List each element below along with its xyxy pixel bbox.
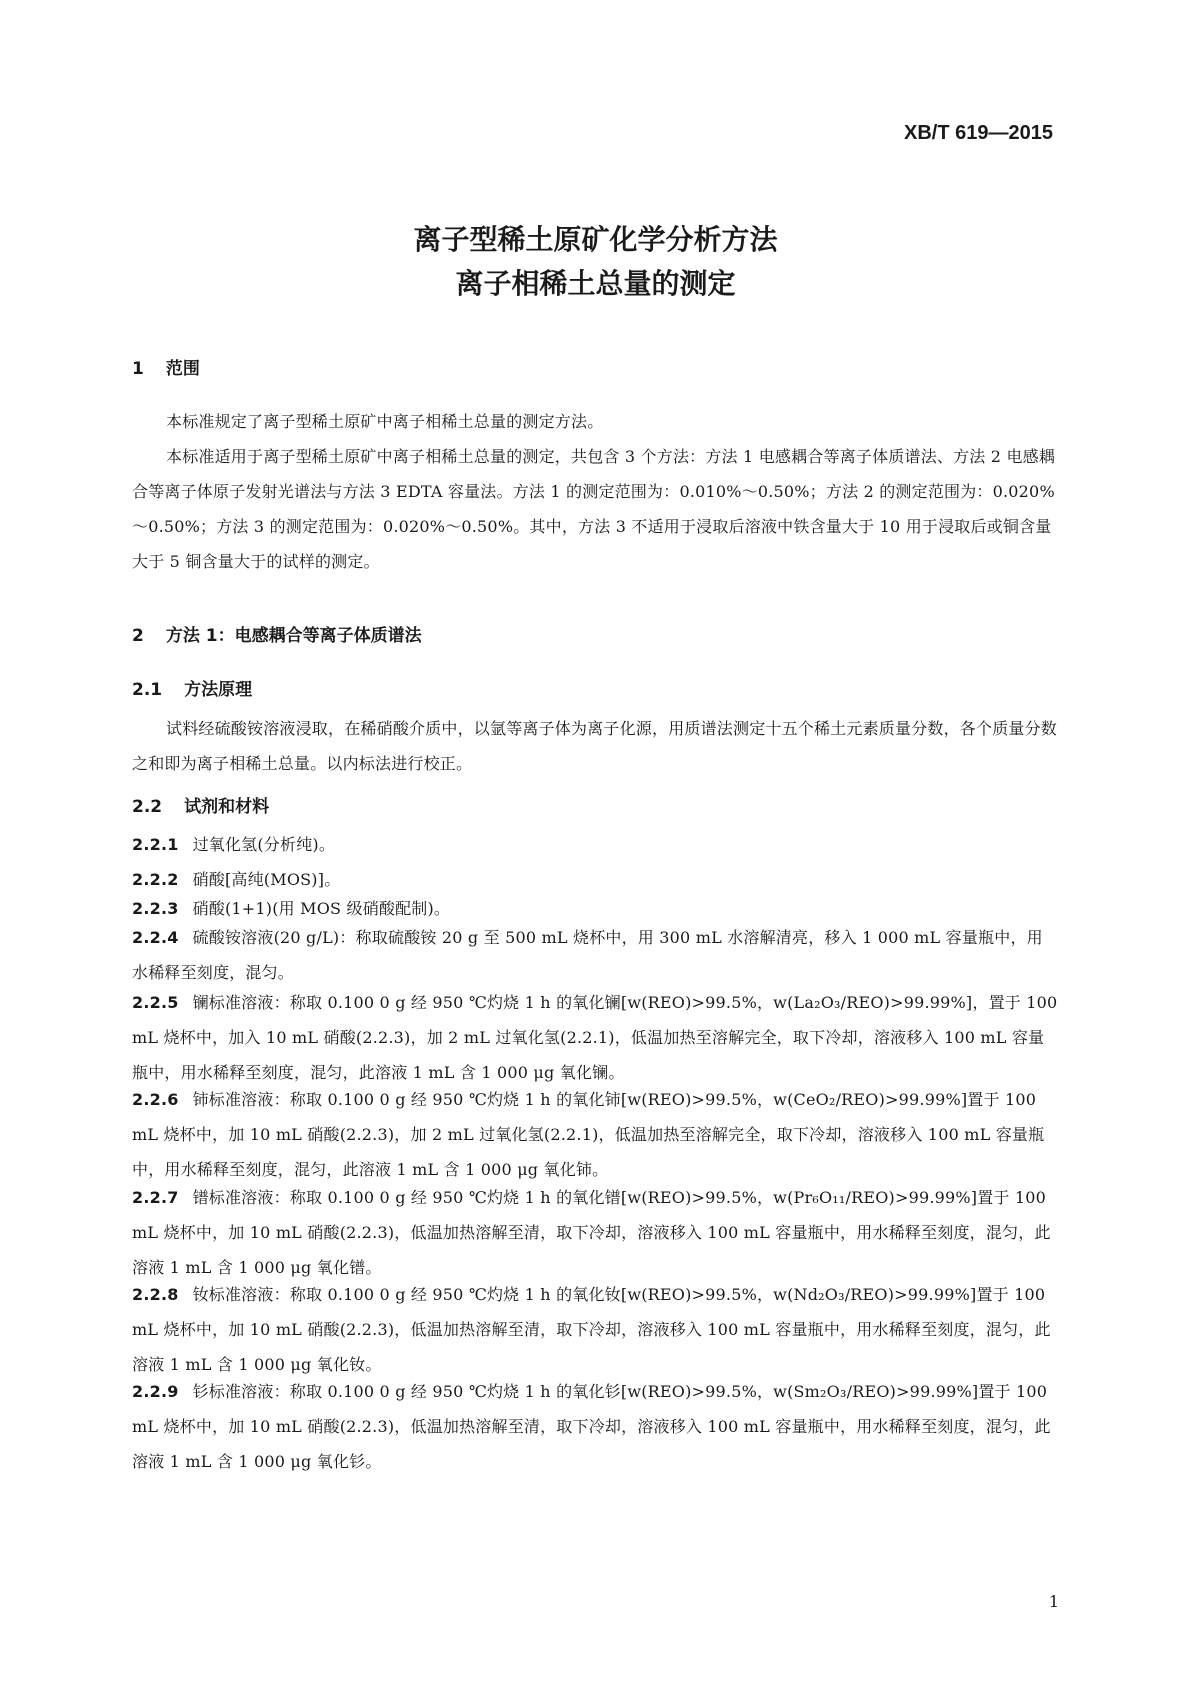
list-item [132, 985, 1058, 1090]
item-number: 2.2.5 [132, 993, 179, 1012]
document-subtitle: 离子相稀土总量的测定 [455, 267, 736, 300]
section-title: 方法原理 [184, 680, 253, 700]
item-number: 2.2.6 [132, 1090, 179, 1109]
item-text: 过氧化氢(分析纯)。 [192, 835, 336, 854]
section-title: 方法 1：电感耦合等离子体质谱法 [165, 626, 422, 646]
document-title: 离子型稀土原矿化学分析方法 [413, 223, 778, 256]
paragraph: 试料经硫酸铵溶液浸取，在稀硝酸介质中，以氩等离子体为离子化源，用质谱法测定十五个稀土元素质量分数，各个质量分数之和即为离子相稀土总量。以内标法进行校正。 [132, 719, 1058, 773]
item-text: 硫酸铵溶液(20 g/L)：称取硫酸铵 20 g 至 500 mL 烧杯中，用 300 mL 水溶解清亮，移入 1 000 mL 容量瓶中，用水稀释至刻度，混匀。 [132, 928, 1043, 982]
standard-code: XB/T 619—2015 [904, 122, 1053, 144]
paragraph: 本标准适用于离子型稀土原矿中离子相稀土总量的测定，共包含 3 个方法：方法 1 电感耦合等离子体质谱法、方法 2 电感耦合等离子体原子发射光谱法与方法 3 EDTA 容量法。方法 1 的测定范围为：0.010%～0.50%；方法 2 的测定范围为：0.020%～0.50%；方法 3 的测定范围为：0.020%～0.50%。其中，方法 3 不适用于浸取后溶液中铁含量大于 10 用于浸取后或铜含量大于 5 铜含量大于的试样的测定。 [132, 447, 1056, 571]
section-number: 1 [132, 359, 144, 379]
page-number: 1 [1048, 1592, 1059, 1611]
list-item [132, 1277, 1058, 1382]
item-text: 钐标准溶液：称取 0.100 0 g 经 950 ℃灼烧 1 h 的氧化钐[w(REO)>99.5%，w(Sm₂O₃/REO)>99.99%]置于 100 mL 烧杯中，加 10 mL 硝酸(2.2.3)，低温加热溶解至清，取下冷却，溶液移入 100 mL 容量瓶中，用水稀释至刻度，混匀，此溶液 1 mL 含 1 000 μg 氧化钐。 [132, 1382, 1051, 1471]
item-number: 2.2.8 [132, 1285, 179, 1304]
section-2-heading [132, 621, 422, 646]
list-item [132, 1374, 1058, 1479]
item-number: 2.2.2 [132, 870, 179, 889]
list-item [132, 827, 1058, 862]
list-item [132, 920, 1058, 990]
list-item [132, 1082, 1058, 1187]
item-number: 2.2.9 [132, 1382, 179, 1401]
item-text: 钕标准溶液：称取 0.100 0 g 经 950 ℃灼烧 1 h 的氧化钕[w(REO)>99.5%，w(Nd₂O₃/REO)>99.99%]置于 100 mL 烧杯中，加 10 mL 硝酸(2.2.3)，低温加热溶解至清，取下冷却，溶液移入 100 mL 容量瓶中，用水稀释至刻度，混匀，此溶液 1 mL 含 1 000 μg 氧化钕。 [132, 1285, 1051, 1374]
section-number: 2.1 [132, 680, 163, 700]
item-text: 铈标准溶液：称取 0.100 0 g 经 950 ℃灼烧 1 h 的氧化铈[w(REO)>99.5%，w(CeO₂/REO)>99.99%]置于 100 mL 烧杯中，加 10 mL 硝酸(2.2.3)，加 2 mL 过氧化氢(2.2.1)，低温加热至溶解完全，取下冷却，溶液移入 100 mL 容量瓶中，用水稀释至刻度，混匀，此溶液 1 mL 含 1 000 μg 氧化铈。 [132, 1090, 1045, 1179]
item-number: 2.2.7 [132, 1188, 179, 1207]
item-text: 镨标准溶液：称取 0.100 0 g 经 950 ℃灼烧 1 h 的氧化镨[w(REO)>99.5%，w(Pr₆O₁₁/REO)>99.99%]置于 100 mL 烧杯中，加 10 mL 硝酸(2.2.3)，低温加热溶解至清，取下冷却，溶液移入 100 mL 容量瓶中，用水稀释至刻度，混匀，此溶液 1 mL 含 1 000 μg 氧化镨。 [132, 1188, 1051, 1277]
item-number: 2.2.3 [132, 899, 179, 918]
section-number: 2.2 [132, 797, 163, 817]
list-item [132, 1180, 1058, 1285]
section-title: 范围 [165, 359, 200, 379]
item-number: 2.2.1 [132, 835, 179, 854]
section-1-heading [132, 354, 200, 379]
item-text: 硝酸(1+1)(用 MOS 级硝酸配制)。 [192, 899, 451, 918]
item-text: 镧标准溶液：称取 0.100 0 g 经 950 ℃灼烧 1 h 的氧化镧[w(REO)>99.5%，w(La₂O₃/REO)>99.99%]，置于 100 mL 烧杯中，加入 10 mL 硝酸(2.2.3)，加 2 mL 过氧化氢(2.2.1)，低温加热至溶解完全，取下冷却，溶液移入 100 mL 容量瓶中，用水稀释至刻度，混匀，此溶液 1 mL 含 1 000 μg 氧化镧。 [132, 993, 1058, 1082]
section-number: 2 [132, 626, 144, 646]
section-title: 试剂和材料 [184, 797, 270, 817]
item-number: 2.2.4 [132, 928, 179, 947]
paragraph: 本标准规定了离子型稀土原矿中离子相稀土总量的测定方法。 [166, 412, 604, 431]
section-2-1-heading [132, 675, 252, 700]
section-2-2-heading [132, 792, 269, 817]
item-text: 硝酸[高纯(MOS)]。 [192, 870, 341, 889]
